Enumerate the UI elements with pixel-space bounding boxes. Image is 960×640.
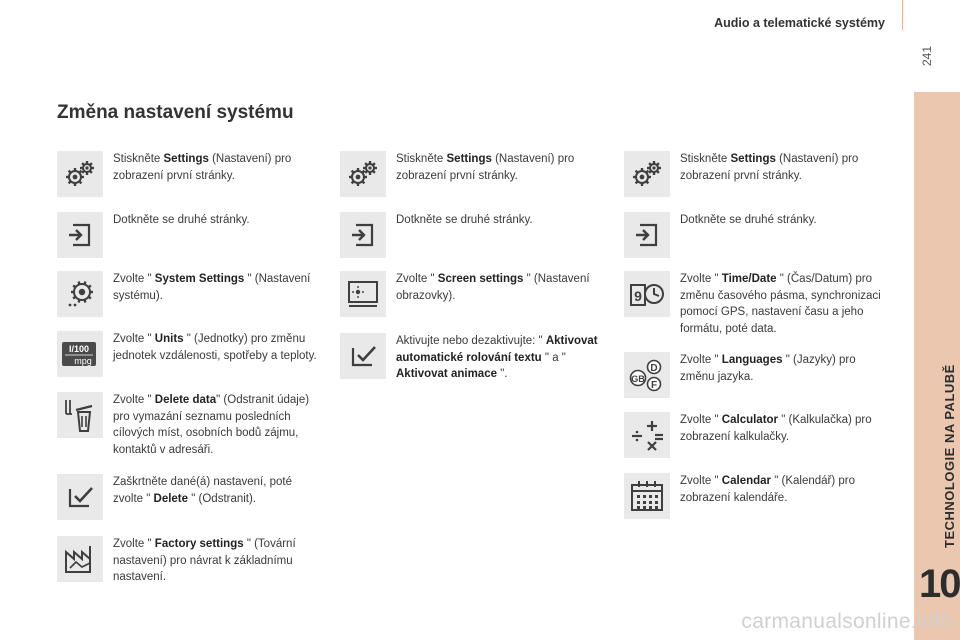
step-row [340, 212, 606, 258]
svg-text:mpg: mpg [74, 356, 92, 366]
step-text: Dotkněte se druhé stránky. [680, 214, 817, 226]
step-row [624, 271, 890, 337]
settings-gears-icon [57, 151, 103, 197]
checkbox-icon [340, 333, 386, 379]
step-row [57, 536, 323, 586]
svg-text:F: F [650, 380, 658, 391]
chapter-title: TECHNOLOGIE NA PALUBĚ [942, 364, 957, 548]
step-text: Zvolte " System Settings " (Nastavení systému). [113, 273, 311, 302]
screen-settings-icon [340, 271, 386, 317]
step-text: Stiskněte Settings (Nastavení) pro zobrazení první stránky. [396, 153, 575, 182]
factory-settings-icon [57, 536, 103, 582]
languages-icon [624, 352, 670, 398]
step-row [57, 151, 323, 197]
step-row [624, 473, 890, 519]
step-text: Zvolte " Time/Date " (Čas/Datum) pro změnu časového pásma, synchronizaci pomocí GPS, nastavení času a jeho formátu, poté data. [680, 273, 881, 335]
step-row [340, 333, 606, 383]
next-page-icon [340, 212, 386, 258]
watermark: carmanualsonline.info [741, 610, 952, 633]
step-row [624, 352, 890, 398]
step-row [57, 474, 323, 520]
svg-text:9: 9 [634, 288, 642, 304]
svg-text:GB: GB [631, 374, 645, 384]
settings-gears-icon [340, 151, 386, 197]
step-text: Zvolte " Calculator " (Kalkulačka) pro zobrazení kalkulačky. [680, 414, 872, 443]
svg-text:D: D [650, 363, 658, 374]
step-row [340, 151, 606, 197]
step-text: Dotkněte se druhé stránky. [113, 214, 250, 226]
time-date-icon [624, 271, 670, 317]
step-text: Stiskněte Settings (Nastavení) pro zobrazení první stránky. [113, 153, 292, 182]
svg-text:l/100: l/100 [68, 344, 90, 354]
step-text: Zvolte " Calendar " (Kalendář) pro zobrazení kalendáře. [680, 475, 855, 504]
header-rule [902, 0, 903, 30]
step-text: Zvolte " Screen settings " (Nastavení obrazovky). [396, 273, 590, 302]
settings-gears-icon [624, 151, 670, 197]
chapter-number: 10 [919, 562, 960, 606]
step-text: Zvolte " Languages " (Jazyky) pro změnu jazyka. [680, 354, 856, 383]
step-row [624, 412, 890, 458]
calendar-icon [624, 473, 670, 519]
step-row [57, 392, 323, 458]
step-text: Zvolte " Units " (Jednotky) pro změnu jednotek vzdálenosti, spotřeby a teploty. [113, 333, 317, 362]
step-text: Zvolte " Delete data" (Odstranit údaje) pro vymazání seznamu posledních cílových míst, osobních bodů zájmu, kontaktů v adresáři. [113, 394, 310, 456]
units-icon [57, 331, 103, 377]
header-title: Audio a telematické systémy [714, 16, 885, 30]
step-row [624, 212, 890, 258]
step-row [57, 212, 323, 258]
system-settings-gear-icon [57, 271, 103, 317]
calculator-icon [624, 412, 670, 458]
step-row [57, 271, 323, 317]
checkbox-icon [57, 474, 103, 520]
next-page-icon [624, 212, 670, 258]
delete-data-icon [57, 392, 103, 438]
step-text: Aktivujte nebo dezaktivujte: " Aktivovat automatické rolování textu " a " Aktivovat animace ". [396, 335, 598, 380]
step-text: Stiskněte Settings (Nastavení) pro zobrazení první stránky. [680, 153, 859, 182]
step-row [57, 331, 323, 377]
next-page-icon [57, 212, 103, 258]
step-row [624, 151, 890, 197]
step-text: Zaškrtněte dané(á) nastavení, poté zvolte " Delete " (Odstranit). [113, 476, 292, 505]
page-number: 241 [920, 45, 934, 66]
step-text: Zvolte " Factory settings " (Tovární nastavení) pro návrat k základnímu nastavení. [113, 538, 296, 583]
page-title: Změna nastavení systému [57, 102, 294, 123]
step-row [340, 271, 606, 317]
step-text: Dotkněte se druhé stránky. [396, 214, 533, 226]
